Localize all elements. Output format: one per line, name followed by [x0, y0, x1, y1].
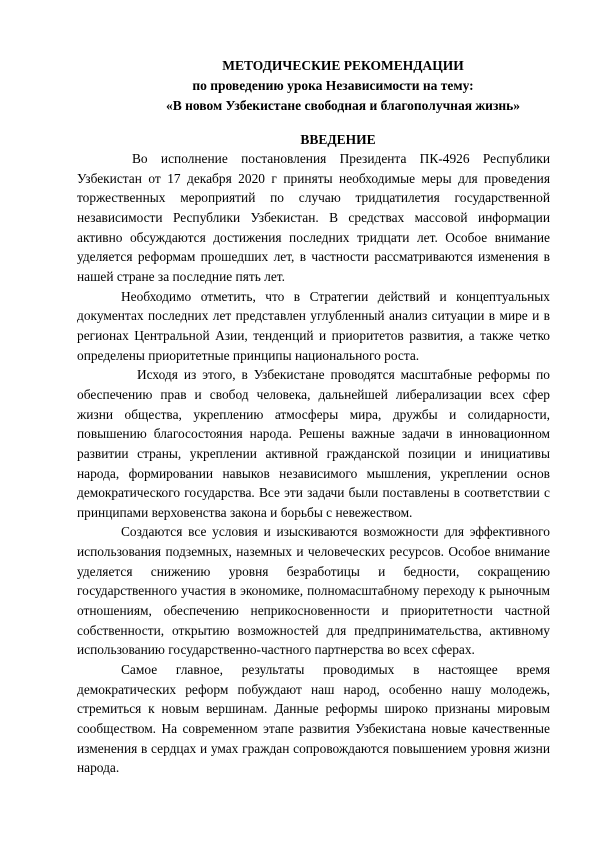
paragraph-5: Самое главное, результаты проводимых в настоящее время демократических реформ побуждают наш народ, особенно нашу молодежь, стремиться к новым вершинам. Данные реформы широко признаны мировым сообществом. На современном этапе развития Узбекистана новые качественные изменения в сердцах и умах граждан сопровождаются повышением уровня жизни народа.: [77, 662, 550, 776]
title-line-1: МЕТОДИЧЕСКИЕ РЕКОМЕНДАЦИИ: [222, 58, 464, 73]
document-body: [77, 149, 550, 778]
paragraph-4: Создаются все условия и изыскиваются возможности для эффективного использования подземных, наземных и человеческих ресурсов. Особое внимание уделяется снижению уровня безработицы и бедности, сокращению государственного участия в экономике, полномасштабному переходу к рыночным отношениям, обеспечению неприкосновенности и приоритетности частной собственности, открытию возможностей для предпринимательства, активному использованию государственно-частного партнерства во всех сферах.: [77, 524, 550, 658]
paragraph-2: Необходимо отметить, что в Стратегии действий и концептуальных документах последних лет представлен углубленный анализ ситуации в мире и в регионах Центральной Азии, тенденций и приоритетов развития, а также четко определены приоритетные принципы национального роста.: [77, 288, 550, 363]
title-line-3: «В новом Узбекистане свободная и благополучная жизнь»: [165, 98, 521, 113]
section-heading: ВВЕДЕНИЕ: [300, 132, 376, 147]
paragraph-3: Исходя из этого, в Узбекистане проводятся масштабные реформы по обеспечению прав и свобод человека, дальнейшей либерализации всех сфер жизни общества, укреплению атмосферы мира, дружбы и солидарности, повышению благосостояния народа. Решены важные задачи в инновационном развитии страны, укреплении активной гражданской позиции и инициативы народа, формировании навыков независимого мышления, укреплении основ демократического государства. Все эти задачи были поставлены в соответствии с принципами верховенства закона и борьбы с невежеством.: [77, 367, 550, 520]
document-title: [0, 56, 596, 116]
paragraph-1: Во исполнение постановления Президента ПК-4926 Республики Узбекистан от 17 декабря 2020 г приняты необходимые меры для проведения торжественных мероприятий по случаю тридцатилетия государственной независимости Республики Узбекистан. В средствах массовой информации активно обсуждаются достижения последних тридцати лет. Особое внимание уделяется реформам прошедших лет, в частности рассматриваются изменения в нашей стране за последние пять лет.: [77, 151, 550, 284]
title-line-2: по проведению урока Независимости на тему:: [192, 78, 474, 93]
